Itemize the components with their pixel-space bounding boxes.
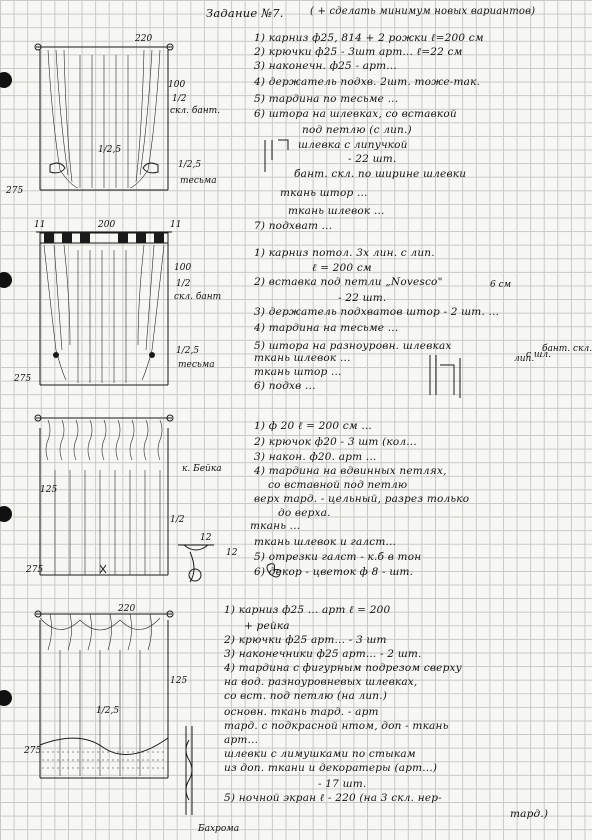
dim-left: 275: [24, 746, 42, 756]
dim-ratio1-label: скл. бант.: [170, 106, 221, 116]
note-line: 2) крючки ф25 - 3шт арт... ℓ=22 см: [254, 46, 463, 58]
dim-left: 275: [6, 186, 24, 196]
side-label: к. Бейка: [182, 464, 222, 474]
note-line: шлевка с липучкой: [298, 139, 408, 151]
note-line: со вставной под петлю: [268, 479, 408, 491]
dim-corner-right: 11: [170, 220, 182, 230]
callout-label: лип.: [514, 354, 535, 364]
note-line: из доп. ткани и декоратеры (арт...): [224, 762, 438, 774]
note-line: тард. с подкрасной нтом, доп - ткань: [224, 720, 449, 732]
variant1-item7: 7) подхват ...: [254, 220, 333, 232]
note-line: 4) тардина с фигурным подрезом сверху: [224, 662, 462, 674]
note-line: шлевки с лимушками по стыкам: [224, 748, 416, 760]
dim-ratio2: 1/2,5: [98, 145, 122, 155]
swag-dim: 12: [200, 533, 212, 543]
note-line: 2) крючок ф20 - 3 шт (кол...: [254, 436, 417, 448]
page-subtitle: ( + сделать минимум новых вариантов): [310, 6, 536, 17]
callout-label: с шл.: [526, 350, 552, 360]
note-line: 3) наконечн. ф25 - арт...: [254, 60, 397, 72]
dim-corner-left: 11: [34, 220, 46, 230]
note-line: 1) карниз потол. 3х лин. с лип.: [254, 247, 435, 259]
note-line: + рейка: [244, 620, 290, 632]
note-line: 6) декор - цветок ф 8 - шт.: [254, 566, 414, 578]
note-line: 5) ночной экран ℓ - 220 (на 3 скл. нер-: [224, 792, 442, 804]
note-line: 4) тардина на тесьме ...: [254, 322, 399, 334]
note-line: ℓ = 200 см: [312, 262, 372, 274]
note-line: 6) подхв ...: [254, 380, 316, 392]
note-line: 3) након. ф20. арт ...: [254, 451, 377, 463]
note-line: ткань штор ...: [254, 366, 342, 378]
page-title: Задание №7.: [206, 6, 284, 20]
dim-side: 125: [170, 676, 188, 686]
note-line: до верха.: [278, 507, 331, 519]
note-line: 1) карниз ф25, 814 + 2 рожки ℓ=200 см: [254, 32, 484, 44]
dim-ratio2-label: тесьма: [178, 360, 215, 370]
note-line: ткань шлевок ...: [254, 352, 351, 364]
dim-ratio: 1/2: [170, 515, 185, 525]
note-line: ткань ...: [250, 520, 301, 532]
note-line: тард.): [510, 808, 549, 820]
dim-top: 220: [118, 604, 136, 614]
note-line: 6) штора на шлевках, со вставкой: [254, 108, 457, 120]
note-line: под петлю (с лип.): [302, 124, 412, 136]
dim-ratio: 1/2,5: [96, 706, 120, 716]
note-line: арт...: [224, 734, 259, 746]
note-line: - 17 шт.: [318, 778, 367, 790]
note-line: бант. скл. по ширине шлевки: [294, 168, 467, 180]
dim-ratio1: 1/2: [176, 279, 191, 289]
note-line: 5) штора на разноуровн. шлевках: [254, 340, 452, 352]
callout-label: 6 см: [490, 280, 512, 290]
note-line: - 22 шт.: [348, 153, 397, 165]
note-line: 5) тардина по тесьме ...: [254, 93, 399, 105]
note-line: 1) ф 20 ℓ = 200 см ...: [254, 420, 372, 432]
dim-ratio2: 1/2,5: [176, 346, 200, 356]
note-line: 5) отрезки галст - к.б в тон: [254, 551, 422, 563]
note-line: основн. ткань тард. - арт: [224, 706, 379, 718]
note-line: ткань штор ...: [280, 187, 368, 199]
note-line: 4) тардина на вдвинных петлях,: [254, 465, 447, 477]
callout-label: бант. скл.: [542, 344, 592, 354]
note-line: верх тард. - цельный, разрез только: [254, 493, 470, 505]
note-line: на вод. разноуровневых шлевках,: [224, 676, 418, 688]
note-line: 2) крючки ф25 арт... - 3 шт: [224, 634, 387, 646]
swag-dim2: 12: [226, 548, 238, 558]
note-line: 2) вставка под петли „Novesco": [254, 276, 443, 288]
dim-right-top: 100: [174, 263, 192, 273]
note-line: - 22 шт.: [338, 292, 387, 304]
note-line: 3) наконечники ф25 арт... - 2 шт.: [224, 648, 422, 660]
dim-left: 275: [14, 374, 32, 384]
extra-label: Бахрома: [198, 824, 240, 834]
dim-ratio1: 1/2: [172, 94, 187, 104]
dim-ratio3: 1/2,5: [178, 160, 202, 170]
note-line: ткань шлевок ...: [288, 205, 385, 217]
dim-ratio1-label: скл. бант: [174, 292, 222, 302]
dim-ratio3-label: тесьма: [180, 176, 217, 186]
dim-top: 220: [135, 34, 153, 44]
note-line: 4) держатель подхв. 2шт. тоже-так.: [254, 76, 481, 88]
note-line: со вст. под петлю (на лип.): [224, 690, 388, 702]
note-line: ткань шлевок и галст...: [254, 536, 397, 548]
dim-right-top: 100: [168, 80, 186, 90]
dim-left: 275: [26, 565, 44, 575]
note-line: 1) карниз ф25 ... арт ℓ = 200: [224, 604, 391, 616]
note-line: 3) держатель подхватов штор - 2 шт. ...: [254, 306, 500, 318]
dim-top: 200: [98, 220, 116, 230]
dim-height: 125: [40, 485, 58, 495]
